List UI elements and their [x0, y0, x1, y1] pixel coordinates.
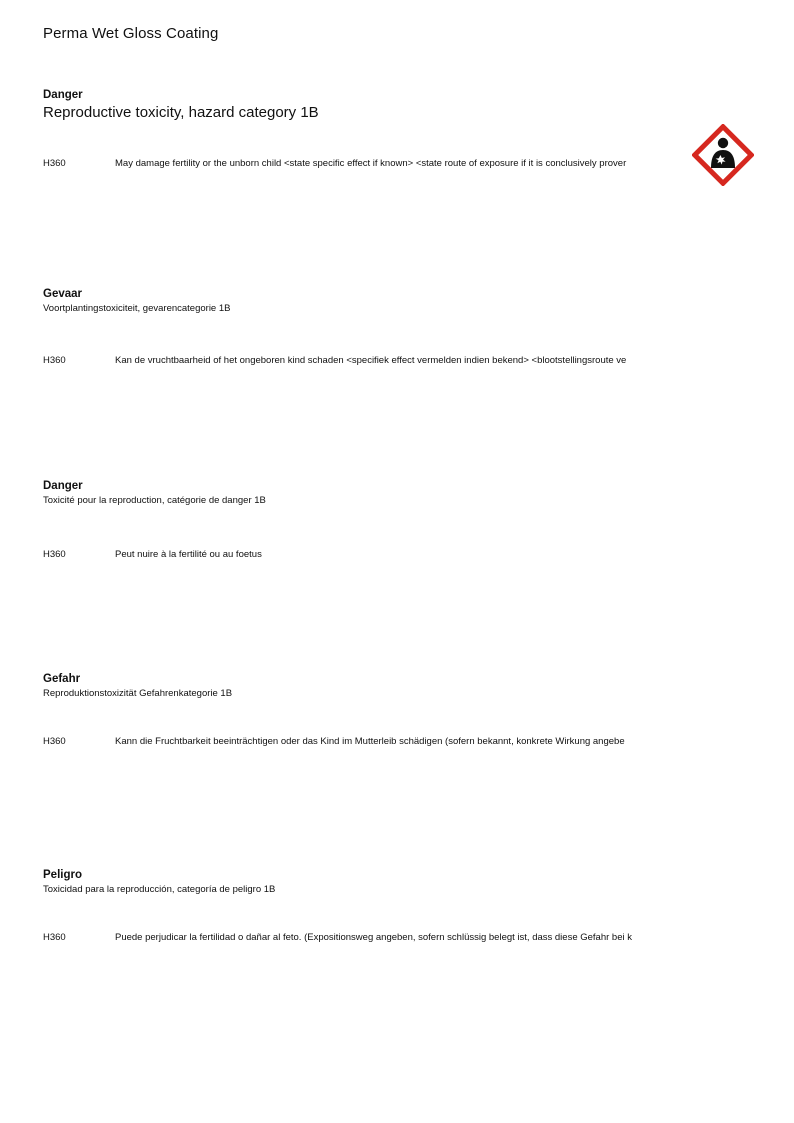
signal-word: Gevaar	[43, 288, 83, 300]
hazard-class: Reproductive toxicity, hazard category 1B	[43, 104, 319, 121]
hazard-class: Toxicité pour la reproduction, catégorie de danger 1B	[43, 495, 266, 506]
page-title: Perma Wet Gloss Coating	[43, 25, 219, 42]
signal-word: Danger	[43, 89, 83, 101]
hazard-statement	[43, 355, 683, 369]
hazard-statement	[43, 158, 683, 172]
hazard-code: H360	[43, 932, 66, 943]
hazard-class: Voortplantingstoxiciteit, gevarencategorie 1B	[43, 303, 231, 314]
hazard-code: H360	[43, 355, 66, 366]
hazard-text: Kan de vruchtbaarheid of het ongeboren kind schaden <specifiek effect vermelden indien bekend> <blootstellingsroute ve	[115, 355, 627, 366]
hazard-text: Kann die Fruchtbarkeit beeinträchtigen oder das Kind im Mutterleib schädigen (sofern bekannt, konkrete Wirkung angebe	[115, 736, 625, 747]
hazard-code: H360	[43, 736, 66, 747]
hazard-text: May damage fertility or the unborn child <state specific effect if known> <state route of exposure if it is conclusively prover	[115, 158, 627, 169]
hazard-class: Reproduktionstoxizität Gefahrenkategorie 1B	[43, 688, 233, 699]
health-hazard-icon	[692, 124, 754, 186]
signal-word: Danger	[43, 480, 83, 492]
hazard-section-fr	[43, 480, 683, 560]
hazard-text: Peut nuire à la fertilité ou au foetus	[115, 549, 262, 560]
hazard-section-es	[43, 869, 683, 943]
hazard-code: H360	[43, 549, 66, 560]
hazard-section-de	[43, 673, 683, 747]
hazard-statement	[43, 549, 683, 563]
hazard-statement	[43, 736, 683, 750]
hazard-code: H360	[43, 158, 66, 169]
hazard-class: Toxicidad para la reproducción, categoría de peligro 1B	[43, 884, 276, 895]
signal-word: Gefahr	[43, 673, 81, 685]
hazard-section-en	[43, 89, 683, 169]
hazard-section-nl	[43, 288, 683, 366]
hazard-text: Puede perjudicar la fertilidad o dañar al feto. (Expositionsweg angeben, sofern schlüssig belegt ist, dass diese Gefahr bei k	[115, 932, 632, 943]
hazard-statement	[43, 932, 683, 946]
signal-word: Peligro	[43, 869, 82, 881]
